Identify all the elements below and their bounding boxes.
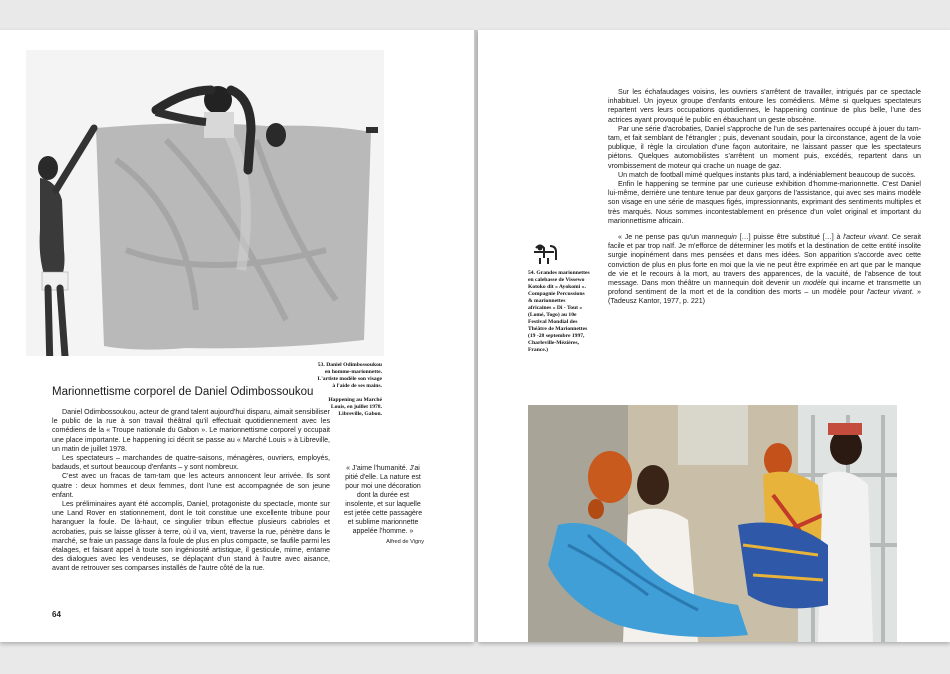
photo-man-behind-sheet <box>26 50 384 356</box>
page-number: 64 <box>52 610 61 619</box>
section-heading: Marionnettisme corporel de Daniel Odimbossoukou <box>52 386 314 398</box>
paragraph: C'est avec un fracas de tam-tam que les acteurs annoncent leur arrivée. Ils sont quatre : deux hommes et deux femmes, dont l'une est accompagnée de son jeune enfant. <box>52 472 330 499</box>
sheet-performance-image <box>26 50 384 356</box>
paragraph: Par une série d'acrobaties, Daniel s'approche de l'un de ses partenaires occupé à jouer du tam-tam, et fait semblant de l'étrangler ; puis, devenant soudain, pour la circonstance, agent de la voie publique, il règle la circulation d'une façon autoritaire, ne laissant passer que les spectateurs piétons. Quelques automobilistes s'arrêtent un moment puis, excédés, repartent dans un vrombissement de moteur qui crache un nuage de gaz. <box>608 124 921 170</box>
paragraph: Sur les échafaudages voisins, les ouvriers s'arrêtent de travailler, intrigués par ce spectacle inhabituel. Un joyeux groupe d'enfants entoure les comédiens. Même si quelques spectateurs repartent vers leurs occupations quotidiennes, le happening continue de plus belle, l'une des actrices ayant provoqué le public en ébauchant un geste obscène. <box>608 88 921 124</box>
paragraph: Daniel Odimbossoukou, acteur de grand talent aujourd'hui disparu, aimait sensibiliser le public de la rue à son travail théâtral qu'il effectuait quotidiennement avec les comédiens de la « Troupe nationale du Gabon ». Le marionnettisme corporel y occupait une place importante. Le happening ici décrit se passe au « Marché Louis » à Libreville, un matin de juillet 1978. <box>52 408 330 453</box>
right-page <box>478 30 950 642</box>
caption-line: L'artiste modèle son visage <box>317 376 382 382</box>
kantor-quote: « Je ne pense pas qu'un mannequin […] puisse être substitué […] à l'acteur vivant. Ce serait facile et par trop naïf. Je m'efforce de déterminer les motifs et la destination de cette entité insolite surgie inopinément dans mes pensées et dans mes idées. Son apparition s'accorde avec cette conviction de plus en plus forte en moi que la vie ne peut être exprimée en art que par le manque de vie et le recours à la mort, au travers des apparences, de la vacuité, de l'absence de tout message. Dans mon théâtre un mannequin doit devenir un modèle qui incarne et transmette un profond sentiment de la mort et de la condition des morts – un modèle pour l'acteur vivant. » (Tadeusz Kantor, 1977, p. 221) <box>608 233 922 306</box>
right-body-text <box>608 88 921 307</box>
left-page <box>0 30 474 642</box>
photo-calabash-puppets <box>528 405 897 642</box>
caption-line: Louis, en juillet 1978. <box>330 404 382 410</box>
paragraph: Les préliminaires ayant été accomplis, Daniel, protagoniste du spectacle, monte sur une Land Rover en stationnement, dont le toit constitue une excellente tribune pour haranguer la foule. De là-haut, ce singulier tribun effectue plusieurs cabrioles et acrobaties, puis se laisse glisser à terre, où il va, vient, traverse la rue, pénètre dans le marché, se fraie un passage dans la foule de plus en plus compacte, se faufile parmi les étalages, et faisant appel à toute son ingéniosité artistique, il gesticule, mime, entame des dialogues avec les vendeuses, se déplaçant d'un stand à l'autre avec aisance, avant de retrouver ses comparses installés de l'autre côté de la rue. <box>52 500 330 573</box>
caption-line: Happening au Marché <box>328 397 382 403</box>
side-quote-text: « J'aime l'humanité. J'ai pitié d'elle. La nature est pour moi une décoration dont la durée est insolente, et sur laquelle est jetée cette passagère et sublime marionnette appelée l'homme. » <box>343 465 423 535</box>
side-quote <box>342 464 424 547</box>
caption-line: Libreville, Gabon. <box>338 411 382 417</box>
paragraph: Enfin le happening se termine par une curieuse exhibition d'homme-marionnette. C'est Daniel lui-même, derrière une tenture tenue par deux garçons de l'assistance, qui avec ses mains modèle son visage en une série de masques figés, impressionnants, exprimant des sentiments multiples et très marqués. Nous sommes incontestablement en présence d'un volet original et important du marionnettisme africain. <box>608 180 921 225</box>
paragraph: Les spectateurs – marchandes de quatre-saisons, ménagères, ouvriers, employés, badauds, et surtout beaucoup d'enfants – y sont nombreux. <box>52 454 330 472</box>
caption-line: en homme-marionnette. <box>324 369 382 375</box>
caption-line: 53. Daniel Odimbossoukou <box>317 362 382 368</box>
puppet-performance-image <box>528 405 897 642</box>
left-body-text <box>52 408 330 574</box>
paragraph: Un match de football mimé quelques instants plus tard, a indéniablement beaucoup de succès. <box>618 170 916 179</box>
side-caption: 54. Grandes marionnettes en calebasse de Vissewo Kotoko dit « Ayokomi ». Compagnie Percussions & marionnettes africaines « Di - Tout » (Lomé, Togo) au 10e Festival Mondial des Théâtre de Marionnettes (19 -28 septembre 1997, Charleville-Mézières, France.) <box>528 270 590 353</box>
caption-line: à l'aide de ses mains. <box>332 383 382 389</box>
puppet-logo-icon <box>530 242 560 266</box>
side-quote-attribution: Alfred de Vigny <box>386 539 424 545</box>
